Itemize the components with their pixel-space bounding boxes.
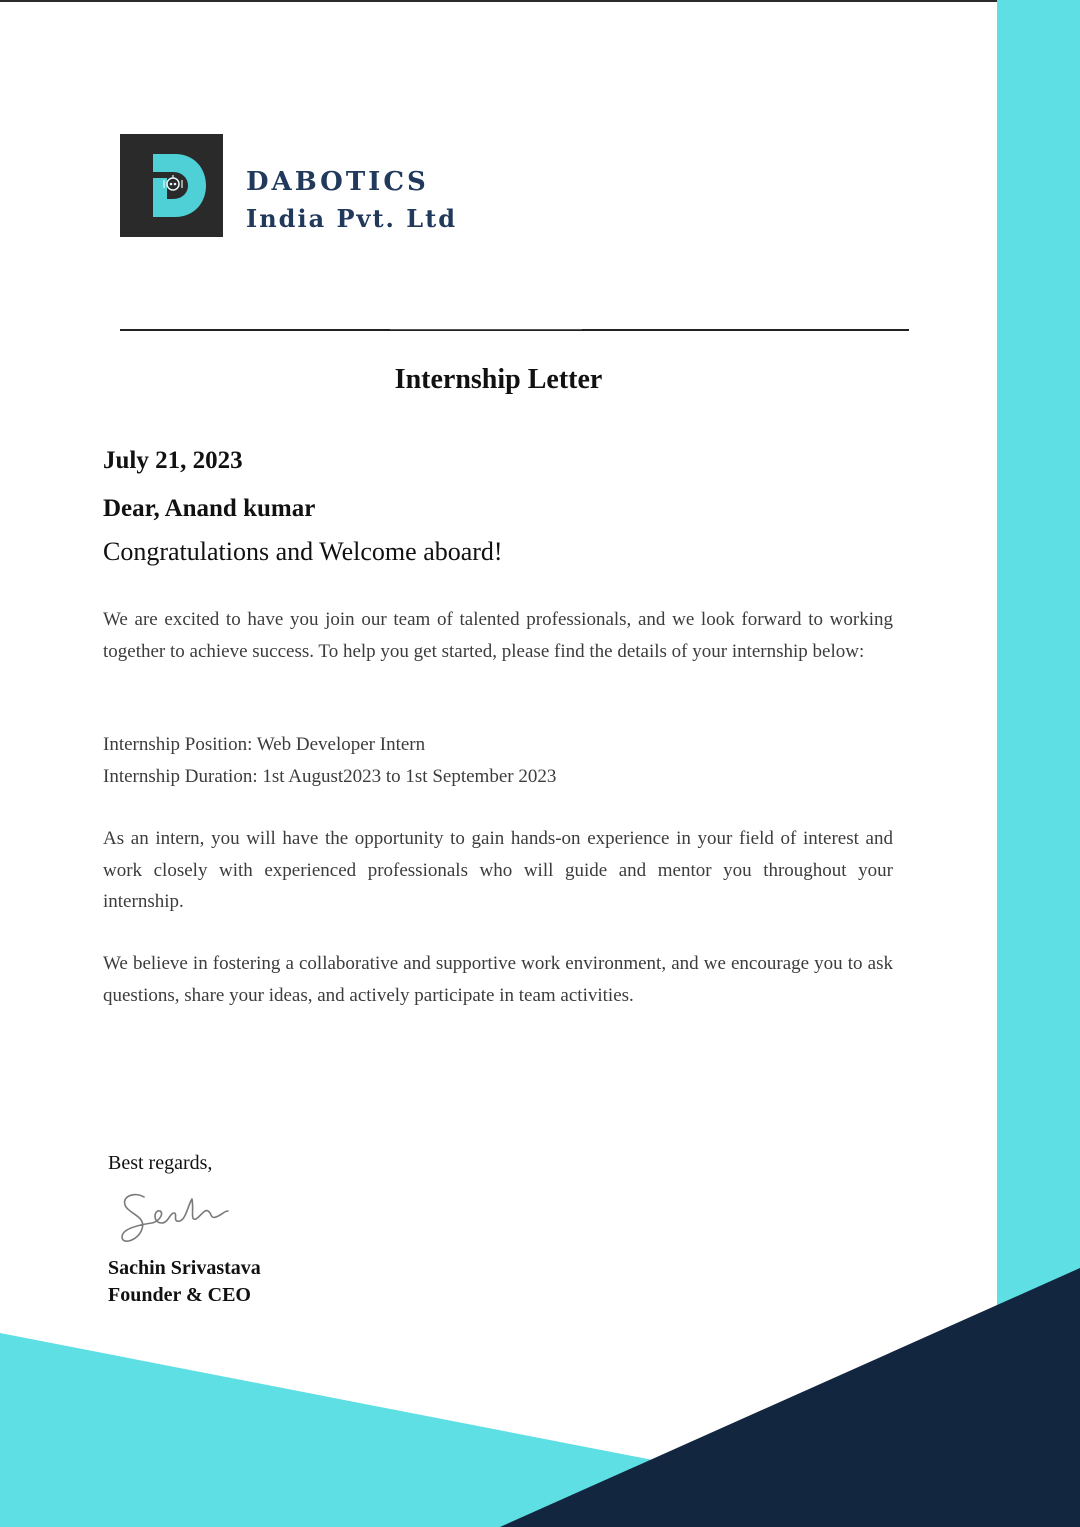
company-subtitle: India Pvt. Ltd <box>246 204 458 233</box>
intro-paragraph: We are excited to have you join our team of talented professionals, and we look forward to working together to achieve success. To help you get started, please find the details of your internship below: <box>103 609 893 662</box>
signer-name: Sachin Srivastava <box>108 1257 261 1279</box>
letter-date: July 21, 2023 <box>103 447 243 474</box>
company-logo <box>120 134 223 237</box>
company-name: DABOTICS <box>246 167 429 197</box>
signer-title: Founder & CEO <box>108 1284 251 1306</box>
opportunity-paragraph: As an intern, you will have the opportunity to gain hands-on experience in your field of interest and work closely with experienced professionals who will guide and mentor you throughout your internship. <box>103 828 893 912</box>
salutation: Dear, Anand kumar <box>103 495 316 522</box>
signature-image <box>112 1183 242 1253</box>
internship-position: Internship Position: Web Developer Intern <box>103 734 426 755</box>
environment-paragraph: We believe in fostering a collaborative and supportive work environment, and we encourage you to ask questions, share your ideas, and actively participate in team activities. <box>103 953 893 1006</box>
greeting: Congratulations and Welcome aboard! <box>103 537 503 566</box>
internship-duration: Internship Duration: 1st August2023 to 1st September 2023 <box>103 765 557 787</box>
logo-d-icon <box>120 134 223 237</box>
header-divider <box>120 329 909 331</box>
signer-block <box>108 1255 261 1309</box>
internship-details <box>103 729 893 792</box>
navy-wedge <box>500 1268 1080 1527</box>
closing-regards: Best regards, <box>108 1152 213 1174</box>
letter-title: Internship Letter <box>394 364 603 395</box>
